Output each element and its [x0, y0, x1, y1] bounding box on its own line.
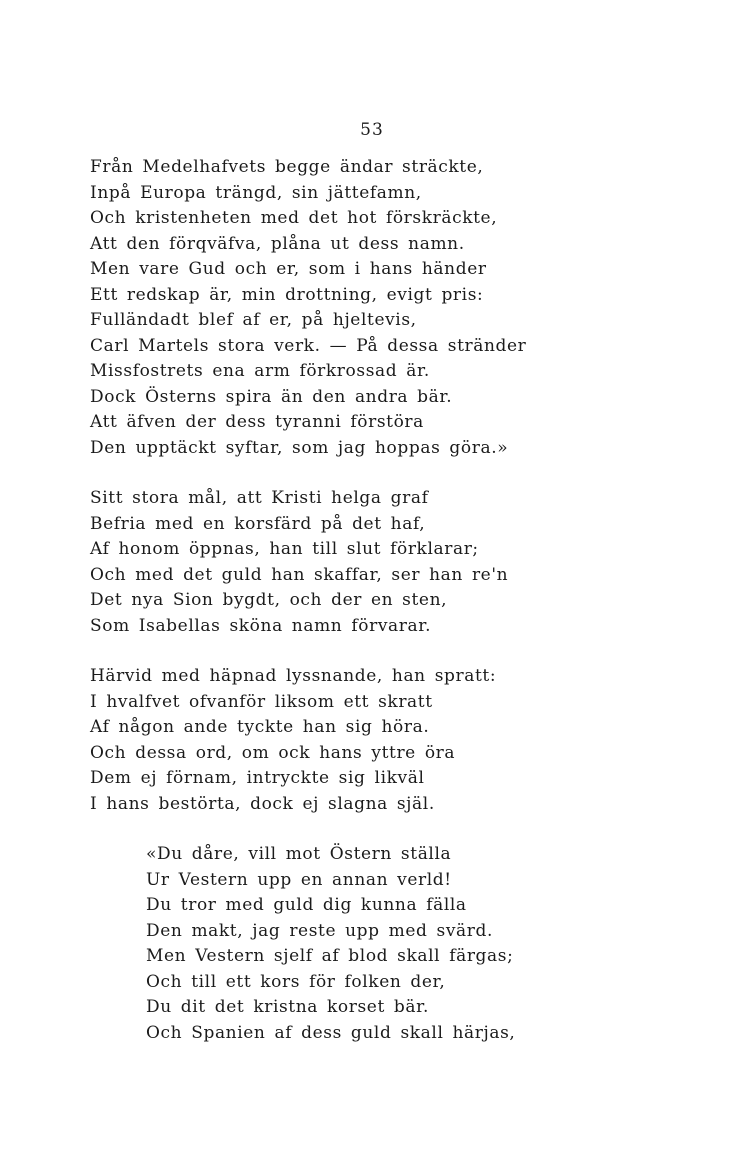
verse-line: Det nya Sion bygdt, och der en sten, [90, 590, 448, 610]
verse-line: Inpå Europa trängd, sin jättefamn, [90, 182, 422, 203]
verse-line: Att äfven der dess tyranni förstöra [90, 412, 424, 432]
verse-line: Som Isabellas sköna namn förvarar. [90, 615, 432, 636]
verse-line: Och dessa ord, om ock hans yttre öra [90, 742, 456, 763]
page-number: 53 [360, 120, 384, 140]
verse-line: Carl Martels stora verk. — På dessa stränder [90, 335, 527, 356]
verse-line: Men vare Gud och er, som i hans händer [90, 259, 487, 279]
verse-line: Men Vestern sjelf af blod skall färgas; [146, 946, 514, 966]
verse-line: Den upptäckt syftar, som jag hoppas göra.» [90, 437, 509, 458]
verse-line: Du tror med guld dig kunna fälla [146, 895, 467, 915]
verse-line: Och Spanien af dess guld skall härjas, [146, 1022, 516, 1043]
verse-line: Af honom öppnas, han till slut förklarar; [90, 539, 479, 559]
verse-line: I hvalfvet ofvanför liksom ett skratt [90, 691, 433, 712]
stanza-4-quoted [146, 842, 515, 1046]
verse-line: Befria med en korsfärd på det haf, [90, 513, 426, 534]
verse-line: Af någon ande tyckte han sig höra. [90, 717, 430, 737]
verse-line: «Du dåre, vill mot Östern ställa [146, 844, 452, 864]
verse-line: Dock Österns spira än den andra bär. [90, 386, 453, 407]
verse-line: Du dit det kristna korset bär. [146, 997, 429, 1017]
stanza-2 [90, 486, 508, 639]
verse-line: Härvid med häpnad lyssnande, han spratt: [90, 666, 497, 686]
verse-line: Att den förqväfva, plåna ut dess namn. [90, 233, 465, 254]
verse-line: Den makt, jag reste upp med svärd. [146, 920, 493, 941]
verse-line: Missfostrets ena arm förkrossad är. [90, 361, 430, 381]
verse-line: Fulländadt blef af er, på hjeltevis, [90, 310, 417, 330]
verse-line: Och med det guld han skaffar, ser han re'n [90, 564, 509, 585]
verse-line: I hans bestörta, dock ej slagna själ. [90, 793, 435, 814]
verse-line: Och till ett kors för folken der, [146, 971, 446, 992]
verse-line: Och kristenheten med det hot förskräckte, [90, 208, 498, 228]
verse-line: Dem ej förnam, intryckte sig likväl [90, 768, 425, 788]
stanza-3 [90, 664, 496, 817]
verse-line: Sitt stora mål, att Kristi helga graf [90, 488, 429, 508]
verse-line: Ett redskap är, min drottning, evigt pris: [90, 284, 484, 305]
verse-line: Ur Vestern upp en annan verld! [146, 869, 452, 890]
verse-line: Från Medelhafvets begge ändar sträckte, [90, 157, 484, 177]
stanza-1 [90, 155, 526, 461]
